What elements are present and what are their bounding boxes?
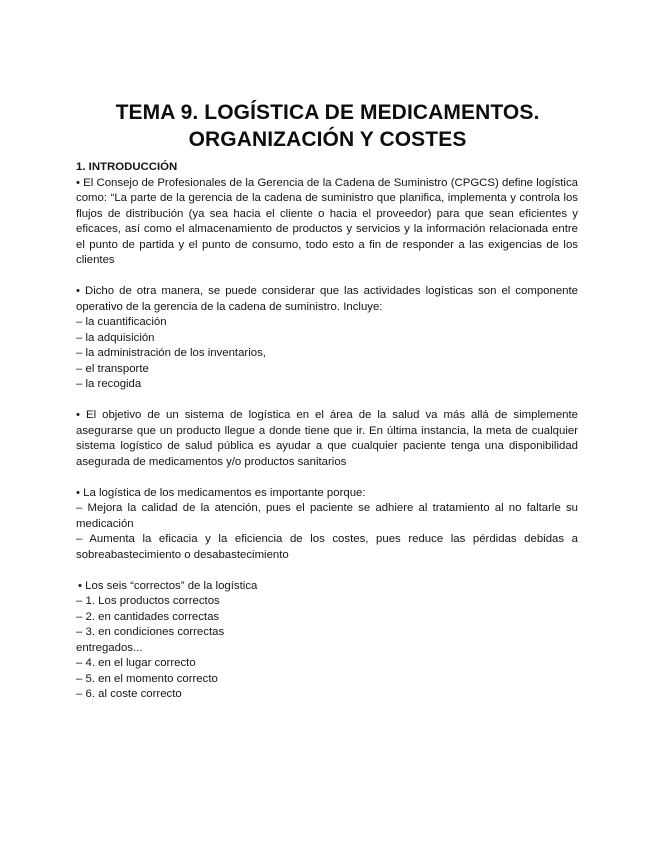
activities-list [76,315,578,393]
list-item: – Aumenta la eficacia y la eficiencia de los costes, pues reduce las pérdidas debidas a sobreabastecimiento o desabastecimiento [76,533,578,561]
list-item: – 4. en el lugar correcto [76,657,196,669]
list-item: – 5. en el momento correcto [76,672,218,685]
page-title-line-2: ORGANIZACIÓN Y COSTES [188,128,467,151]
list-item: – 3. en condiciones correctas [76,626,225,638]
importance-list [76,501,578,563]
six-rights-list [76,594,578,703]
list-item: entregados... [76,641,143,654]
list-item: – 2. en cantidades correctas [76,610,220,623]
list-item: – la administración de los inventarios, [76,347,266,359]
page-title-line-1: TEMA 9. LOGÍSTICA DE MEDICAMENTOS. [115,101,540,124]
paragraph-importance: • La logística de los medicamentos es importante porque: [76,486,366,499]
list-item: – Mejora la calidad de la atención, pues el paciente se adhiere al tratamiento al no faltarle su medicación [76,502,578,530]
paragraph-objective: • El objetivo de un sistema de logística en el área de la salud va más allá de simplemente asegurarse que un producto llegue a donde tiene que ir. En última instancia, la meta de cualquier sistema logístico de salud pública es ayudar a que cualquier paciente tenga una disponibilidad asegurada de medicamentos y/o productos sanitarios [76,409,578,468]
paragraph-definition: • El Consejo de Profesionales de la Gerencia de la Cadena de Suministro (CPGCS) define logística como: “La parte de la gerencia de la cadena de suministro que planifica, implementa y controla los flujos de distribución (ya sea hacia el cliente o hacia el proveedor) para que sean eficientes y eficaces, así como el almacenamiento de productos y servicios y la información relacionada entre el punto de partida y el punto de consumo, todo esto a fin de responder a las exigencias de los clientes [76,176,578,266]
list-item: – la cuantificación [76,316,167,328]
list-item: – 6. al coste correcto [76,688,182,700]
document-body [76,160,578,703]
list-item: – 1. Los productos correctos [76,595,220,607]
paragraph-other-words: • Dicho de otra manera, se puede considerar que las actividades logísticas son el componente operativo de la gerencia de la cadena de suministro. Incluye: [76,285,578,313]
paragraph-six-rights: • Los seis “correctos” de la logística [78,579,258,592]
section-heading: 1. INTRODUCCIÓN [76,161,178,173]
list-item: – la adquisición [76,331,155,344]
list-item: – el transporte [76,362,149,375]
list-item: – la recogida [76,378,142,390]
